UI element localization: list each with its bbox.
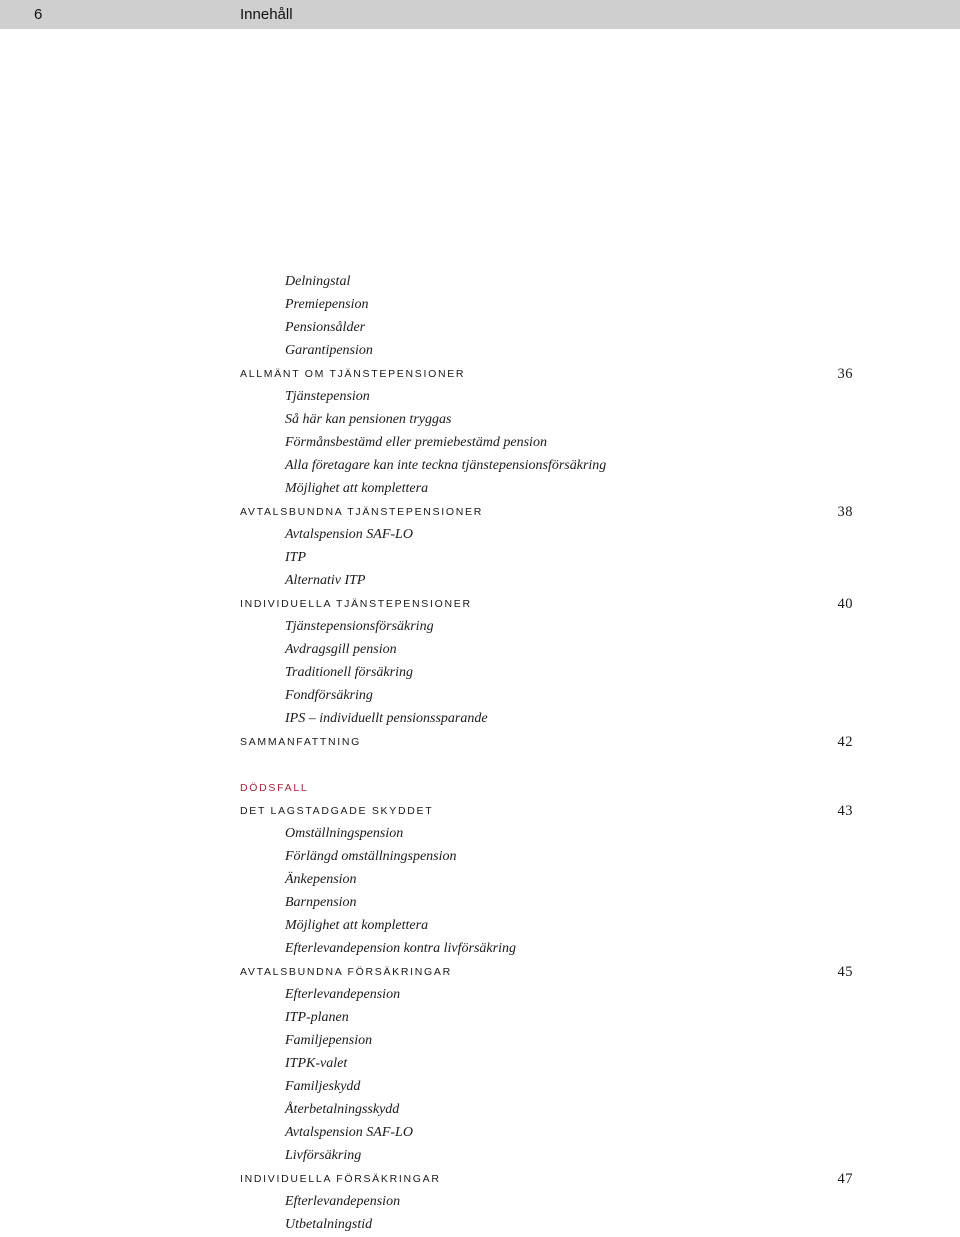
- toc-subentry-label: ITP-planen: [285, 1010, 349, 1025]
- toc-subentry-row: [0, 916, 960, 938]
- toc-page-number: 45: [837, 964, 853, 980]
- toc-section-row: [0, 1169, 960, 1191]
- toc-subentry-label: Alternativ ITP: [285, 573, 366, 588]
- toc-subentry-row: [0, 1146, 960, 1168]
- toc-subentry-label: Livförsäkring: [285, 1148, 362, 1163]
- toc-subentry-label: Familjepension: [285, 1033, 373, 1048]
- toc-subentry-label: Änkepension: [285, 872, 357, 887]
- toc-subentry-label: Så här kan pensionen tryggas: [285, 412, 452, 427]
- toc-subentry-row: [0, 663, 960, 685]
- toc-subentry-label: Avdragsgill pension: [285, 642, 397, 657]
- toc-subentry-row: [0, 985, 960, 1007]
- toc-subentry-label: IPS – individuellt pensionssparande: [285, 711, 488, 726]
- toc-subentry-label: Traditionell försäkring: [285, 665, 413, 680]
- toc-subentry-row: [0, 709, 960, 731]
- toc-section-row: [0, 364, 960, 386]
- toc-subentry-row: [0, 272, 960, 294]
- toc-subentry-row: [0, 847, 960, 869]
- toc-section-row: [0, 502, 960, 524]
- toc-subentry-label: ITP: [285, 550, 306, 565]
- toc-chapter-heading-label: DÖDSFALL: [240, 782, 309, 794]
- toc-subentry-label: Fondförsäkring: [285, 688, 373, 703]
- toc-subentry-row: [0, 1215, 960, 1237]
- toc-subentry-label: Garantipension: [285, 343, 373, 358]
- toc-page-number: 38: [837, 504, 853, 520]
- toc-subentry-row: [0, 939, 960, 961]
- toc-page-number: 42: [837, 734, 853, 750]
- toc-section-label: AVTALSBUNDNA FÖRSÄKRINGAR: [240, 966, 452, 978]
- toc-subentry-label: Pensionsålder: [285, 320, 366, 335]
- toc-subentry-row: [0, 433, 960, 455]
- toc-subentry-row: [0, 456, 960, 478]
- toc-subentry-label: Återbetalningsskydd: [285, 1102, 400, 1117]
- toc-section-label: ALLMÄNT OM TJÄNSTEPENSIONER: [240, 368, 466, 380]
- toc-subentry-label: Avtalspension SAF-LO: [285, 527, 413, 542]
- toc-subentry-label: Omställningspension: [285, 826, 404, 841]
- toc-subentry-row: [0, 387, 960, 409]
- toc-subentry-label: Familjeskydd: [285, 1079, 361, 1094]
- toc-subentry-row: [0, 1192, 960, 1214]
- toc-subentry-row: [0, 341, 960, 363]
- toc-section-row: [0, 962, 960, 984]
- toc-section-label: AVTALSBUNDNA TJÄNSTEPENSIONER: [240, 506, 484, 518]
- toc-subentry-label: Premiepension: [285, 297, 369, 312]
- toc-subentry-label: Förlängd omställningspension: [285, 849, 457, 864]
- toc-subentry-row: [0, 1100, 960, 1122]
- toc-subentry-row: [0, 893, 960, 915]
- toc-subentry-row: [0, 548, 960, 570]
- toc-page-number: 47: [837, 1171, 853, 1187]
- toc-subentry-row: [0, 1031, 960, 1053]
- toc-chapter-heading-row: [0, 778, 960, 800]
- toc-subentry-label: Efterlevandepension: [285, 1194, 401, 1209]
- toc-subentry-label: Efterlevandepension kontra livförsäkring: [285, 941, 516, 956]
- toc-subentry-row: [0, 617, 960, 639]
- toc-subentry-label: Delningstal: [285, 274, 351, 289]
- toc-page-number: 43: [837, 803, 853, 819]
- toc-subentry-label: Förmånsbestämd eller premiebestämd pension: [285, 435, 547, 450]
- toc-subentry-label: Alla företagare kan inte teckna tjänstepensionsförsäkring: [285, 458, 607, 473]
- toc-subentry-row: [0, 1008, 960, 1030]
- toc-subentry-row: [0, 318, 960, 340]
- toc-subentry-row: [0, 1123, 960, 1145]
- toc-subentry-label: Utbetalningstid: [285, 1217, 373, 1232]
- toc-section-row: [0, 732, 960, 754]
- toc-subentry-row: [0, 686, 960, 708]
- toc-subentry-label: Tjänstepensionsförsäkring: [285, 619, 434, 634]
- toc-section-label: DET LAGSTADGADE SKYDDET: [240, 805, 434, 817]
- toc-subentry-row: [0, 479, 960, 501]
- toc-subentry-label: ITPK-valet: [285, 1056, 348, 1071]
- toc-section-label: INDIVIDUELLA TJÄNSTEPENSIONER: [240, 598, 472, 610]
- toc-subentry-label: Avtalspension SAF-LO: [285, 1125, 413, 1140]
- page-number: 6: [34, 6, 43, 23]
- page-title: Innehåll: [240, 6, 293, 23]
- toc-subentry-row: [0, 571, 960, 593]
- toc-subentry-label: Barnpension: [285, 895, 357, 910]
- toc-subentry-row: [0, 525, 960, 547]
- toc-subentry-row: [0, 824, 960, 846]
- toc-subentry-label: Möjlighet att komplettera: [285, 918, 429, 933]
- toc-subentry-row: [0, 1077, 960, 1099]
- toc-page-number: 40: [837, 596, 853, 612]
- toc-page-number: 36: [837, 366, 853, 382]
- toc-section-label: SAMMANFATTNING: [240, 736, 362, 748]
- toc-subentry-row: [0, 640, 960, 662]
- toc-subentry-label: Möjlighet att komplettera: [285, 481, 429, 496]
- toc-section-row: [0, 801, 960, 823]
- toc-subentry-row: [0, 295, 960, 317]
- toc-subentry-row: [0, 870, 960, 892]
- toc-subentry-row: [0, 1054, 960, 1076]
- toc-section-label: INDIVIDUELLA FÖRSÄKRINGAR: [240, 1173, 441, 1185]
- toc-section-row: [0, 594, 960, 616]
- toc-subentry-label: Tjänstepension: [285, 389, 370, 404]
- toc-subentry-row: [0, 410, 960, 432]
- toc-subentry-label: Efterlevandepension: [285, 987, 401, 1002]
